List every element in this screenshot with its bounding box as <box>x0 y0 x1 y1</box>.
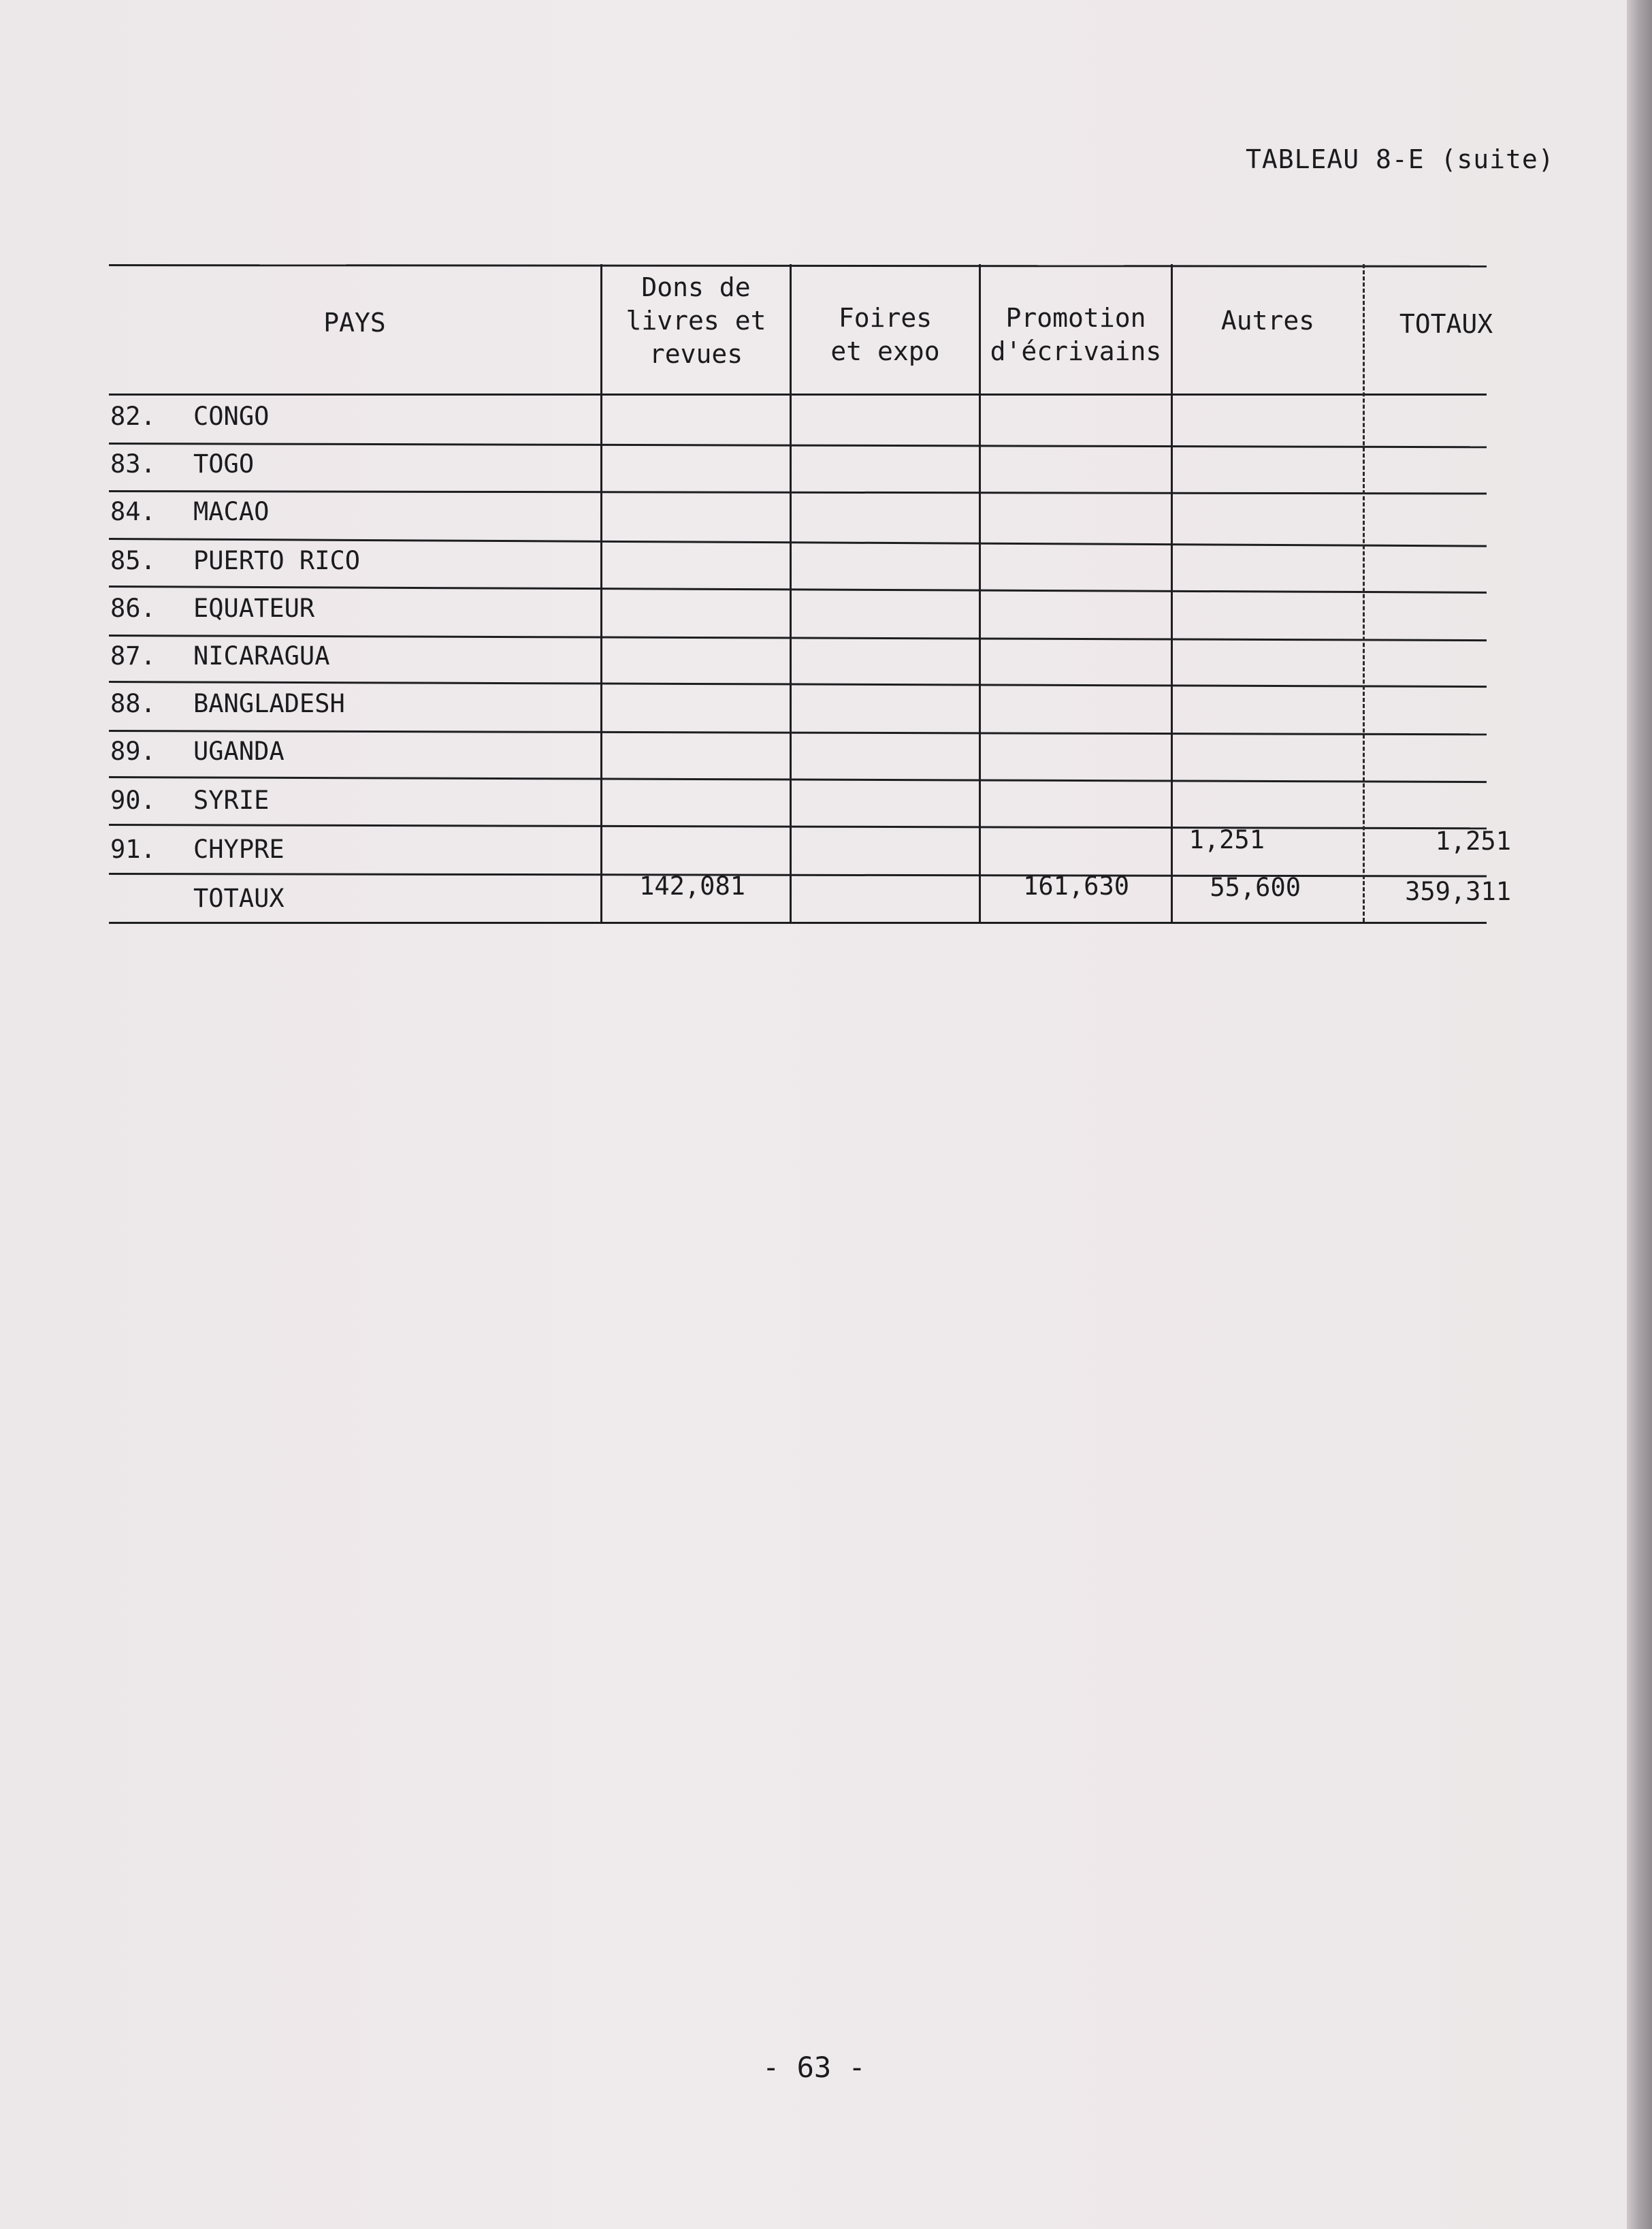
data-table <box>0 0 1627 953</box>
row-country: PUERTO RICO <box>193 546 361 575</box>
row-number: 86. <box>110 594 156 623</box>
row-number: 91. <box>110 835 156 864</box>
total-totaux: 359,311 <box>1405 877 1511 906</box>
column-header-autres: Autres <box>1220 306 1315 336</box>
row-rule <box>109 586 1487 594</box>
row-rule <box>109 443 1487 448</box>
row-number: 82. <box>110 402 156 431</box>
row-number: 90. <box>110 786 156 815</box>
column-header-foires: Foires et expo <box>830 303 940 366</box>
page-number: - 63 - <box>762 2051 866 2084</box>
row-country: EQUATEUR <box>193 594 315 623</box>
row-rule <box>109 635 1487 641</box>
table-caption: TABLEAU 8-E (suite) <box>1246 144 1555 174</box>
row-autres-value: 1,251 <box>1188 825 1265 854</box>
row-country: CONGO <box>193 402 270 431</box>
row-country: TOGO <box>193 449 255 479</box>
total-dons: 142,081 <box>639 871 745 901</box>
row-totaux-value: 1,251 <box>1435 827 1511 856</box>
table-top-rule <box>109 264 1487 268</box>
totals-label: TOTAUX <box>193 884 285 913</box>
row-country: SYRIE <box>193 786 270 815</box>
column-header-dons: Dons de livres et revues <box>626 272 766 369</box>
row-rule <box>109 776 1487 783</box>
row-rule <box>109 490 1487 495</box>
row-country: UGANDA <box>193 737 285 766</box>
row-country: NICARAGUA <box>193 641 330 671</box>
column-header-totaux: TOTAUX <box>1399 309 1493 339</box>
row-rule <box>109 681 1487 688</box>
row-rule <box>109 730 1487 735</box>
row-number: 84. <box>110 497 156 526</box>
column-header-promotion: Promotion d'écrivains <box>990 303 1162 366</box>
row-rule <box>109 824 1487 829</box>
row-country: CHYPRE <box>193 835 285 864</box>
row-number: 89. <box>110 737 156 766</box>
row-country: BANGLADESH <box>193 689 345 718</box>
page-edge-shadow <box>1627 0 1652 2229</box>
total-autres: 55,600 <box>1210 873 1301 902</box>
totals-bottom-rule <box>109 922 1487 924</box>
row-number: 88. <box>110 689 156 718</box>
row-country: MACAO <box>193 497 270 526</box>
column-divider <box>1171 264 1173 922</box>
row-number: 85. <box>110 546 156 575</box>
header-bottom-rule <box>109 394 1487 396</box>
column-header-pays: PAYS <box>323 308 386 338</box>
row-number: 83. <box>110 449 156 479</box>
column-divider <box>1363 264 1365 922</box>
row-number: 87. <box>110 641 156 671</box>
total-promotion: 161,630 <box>1023 871 1129 901</box>
